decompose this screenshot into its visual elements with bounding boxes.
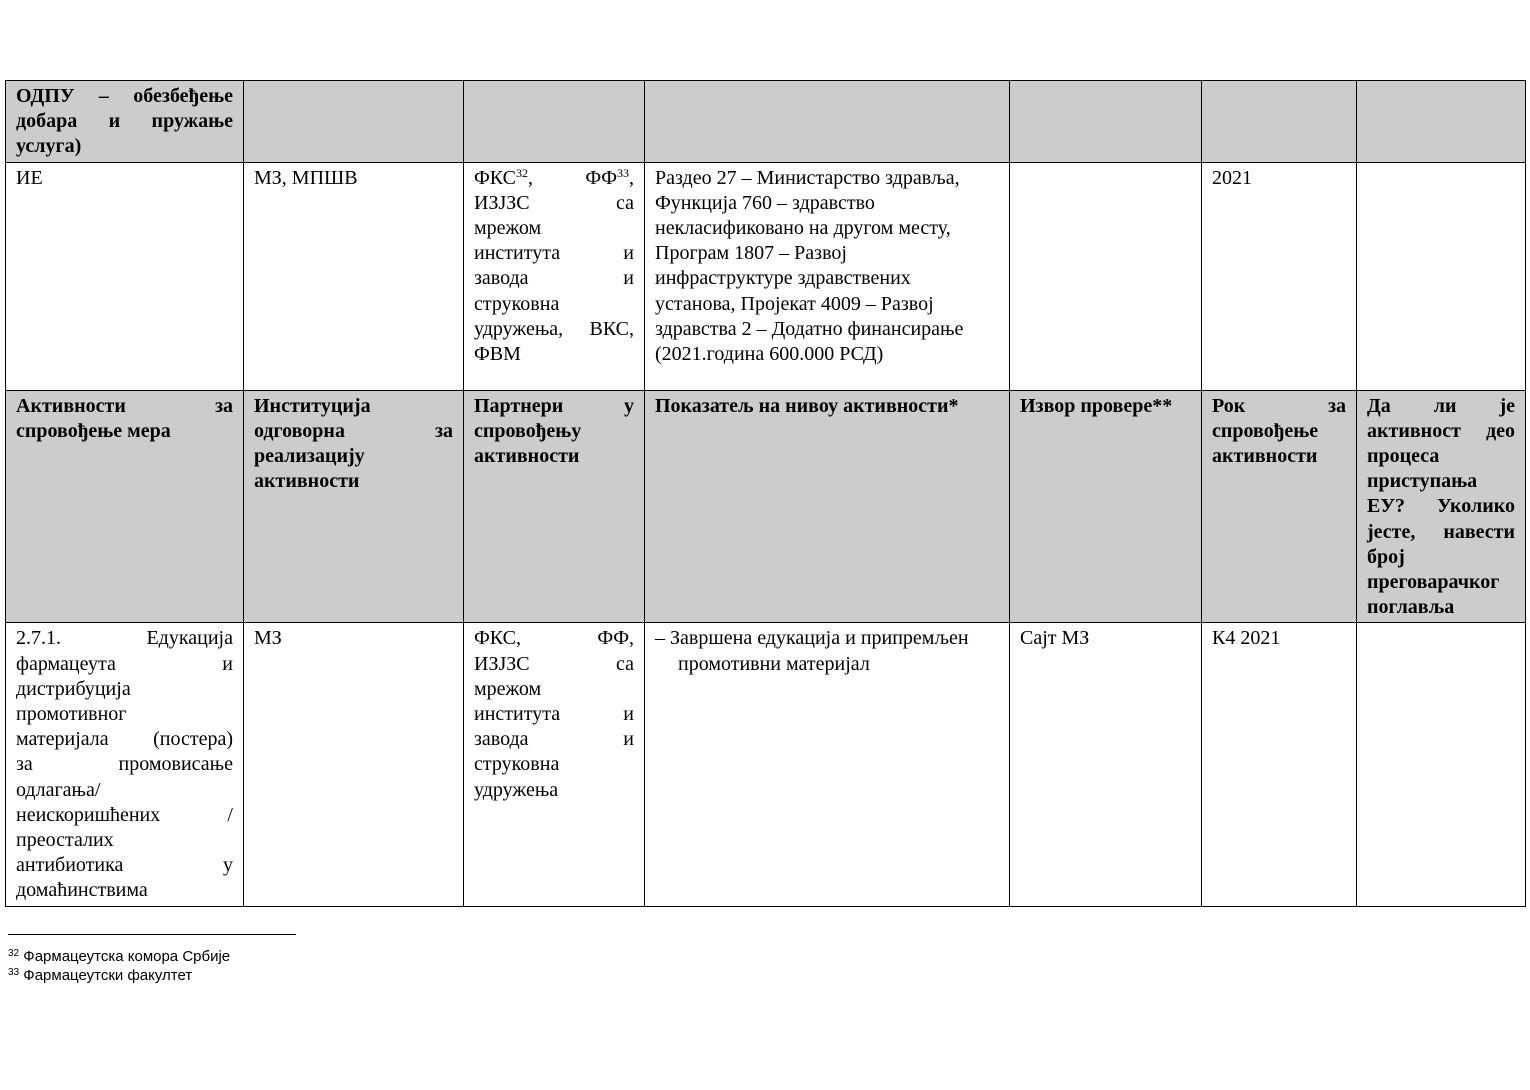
footnote-number: 32 — [8, 948, 20, 959]
cell-ie-funding — [645, 162, 1010, 390]
cell-line: Институција — [254, 394, 371, 417]
action-plan-table — [5, 80, 1526, 907]
cell-line: ОДПУ – обезбеђење — [16, 85, 233, 107]
cell-271-eu — [1357, 623, 1526, 906]
table-row-ie — [6, 162, 1526, 390]
cell-line: јесте, навести — [1367, 520, 1515, 543]
cell-line: мрежом — [474, 217, 542, 240]
cell-271-deadline: К4 2021 — [1202, 623, 1357, 906]
cell-line: процеса — [1367, 445, 1440, 468]
cell-line: Програм 1807 – Развој — [655, 242, 847, 265]
cell-line: ЕУ? Уколико — [1367, 495, 1515, 518]
table-header-row — [6, 390, 1526, 623]
cell-line: завода и — [474, 728, 634, 751]
cell-271-institution: МЗ — [244, 623, 464, 906]
cell-271-activity — [6, 623, 244, 906]
cell-line: инфраструктуре здравствених — [655, 267, 911, 290]
cell-empty — [1357, 81, 1526, 163]
footnotes — [8, 934, 296, 985]
cell-line: промотивног — [16, 703, 127, 726]
cell-line: Да ли је — [1367, 394, 1515, 417]
cell-empty — [645, 81, 1010, 163]
cell-line: Активности за — [16, 394, 233, 417]
cell-line: удружења — [474, 778, 559, 801]
cell-line: ФВМ — [474, 343, 521, 366]
cell-line: спровођењу — [474, 419, 582, 442]
cell-line: 2.7.1. Едукација — [16, 627, 233, 650]
cell-line: приступања — [1367, 470, 1478, 493]
cell-ie-institution: МЗ, МПШВ — [244, 162, 464, 390]
cell-ie-measure: ИЕ — [6, 162, 244, 390]
cell-ie-eu — [1357, 162, 1526, 390]
cell-line: завода и — [474, 267, 634, 290]
cell-line: некласификовано на другом месту, — [655, 217, 951, 240]
cell-line: Функција 760 – здравство — [655, 191, 875, 214]
cell-line: установа, Пројекат 4009 – Развој — [655, 292, 934, 315]
cell-line: мрежом — [474, 677, 542, 700]
cell-line: института и — [474, 703, 634, 726]
table-row-odpu — [6, 81, 1526, 163]
header-partners — [464, 390, 645, 623]
cell-line: института и — [474, 242, 634, 265]
cell-line: Раздео 27 – Министарство здравља, — [655, 166, 960, 189]
cell-ie-deadline: 2021 — [1202, 162, 1357, 390]
cell-line: неискоришћених / — [16, 803, 233, 826]
footnote-33 — [8, 966, 296, 985]
cell-line: фармацеута и — [16, 652, 233, 675]
cell-line: Рок за — [1212, 394, 1346, 417]
cell-line: удружења, ВКС, — [474, 317, 634, 340]
cell-line: преосталих — [16, 829, 114, 852]
cell-line: реализацију — [254, 445, 365, 468]
header-deadline — [1202, 390, 1357, 623]
footnote-number: 33 — [8, 967, 20, 978]
footnote-text: Фармацеутски факултет — [23, 967, 193, 984]
header-indicator: Показатељ на нивоу активности* — [645, 390, 1010, 623]
cell-line: материјала (постера) — [16, 728, 233, 751]
header-institution — [244, 390, 464, 623]
cell-line: здравства 2 – Додатно финансирање — [655, 317, 964, 340]
cell-line: активности — [254, 470, 360, 493]
cell-line: ИЗЈЗС са — [474, 191, 634, 214]
header-eu — [1357, 390, 1526, 623]
footnote-32 — [8, 947, 296, 966]
cell-line: ФКС$^{32}$, ФФ$^{33}$, — [474, 165, 634, 189]
cell-line: ФКС, ФФ, — [474, 627, 634, 650]
header-source: Извор провере** — [1010, 390, 1202, 623]
cell-271-partners — [464, 623, 645, 906]
cell-line: ИЗЈЗС са — [474, 652, 634, 675]
cell-ie-source — [1010, 162, 1202, 390]
cell-line: добара и пружање — [16, 110, 233, 133]
cell-line: струковна — [474, 753, 560, 776]
cell-empty — [1010, 81, 1202, 163]
cell-ie-partners — [464, 162, 645, 390]
cell-line: поглавља — [1367, 596, 1455, 619]
cell-line: струковна — [474, 292, 560, 315]
footnote-text: Фармацеутска комора Србије — [23, 948, 231, 965]
cell-line: (2021.година 600.000 РСД) — [655, 343, 884, 366]
footnote-ref: 33 — [617, 165, 629, 180]
cell-empty — [464, 81, 645, 163]
cell-empty — [1202, 81, 1357, 163]
cell-line: активности — [1212, 445, 1318, 468]
cell-line: за промовисање — [16, 753, 233, 776]
cell-line: Партнери у — [474, 394, 634, 417]
footnote-ref: 32 — [515, 165, 528, 180]
header-activities — [6, 390, 244, 623]
cell-odpu-measure — [6, 81, 244, 163]
cell-line: одговорна за — [254, 419, 453, 442]
cell-line: антибиотика у — [16, 854, 233, 877]
cell-line: дистрибуција — [16, 677, 131, 700]
cell-line: спровођење мера — [16, 419, 171, 442]
cell-line: услуга) — [16, 135, 82, 158]
cell-line: домаћинствима — [16, 879, 148, 902]
cell-271-indicator — [645, 623, 1010, 906]
cell-empty — [244, 81, 464, 163]
cell-line: одлагања/ — [16, 778, 101, 801]
table-row-2-7-1 — [6, 623, 1526, 906]
cell-line: преговарачког — [1367, 571, 1500, 594]
indicator-item: – Завршена едукација и припремљен промотивни материјал — [655, 627, 969, 675]
cell-line: активност део — [1367, 419, 1515, 442]
cell-line: број — [1367, 545, 1405, 568]
footnote-separator — [8, 934, 296, 935]
cell-line: спровођење — [1212, 419, 1319, 442]
cell-line: активности — [474, 445, 580, 468]
cell-271-source: Сајт МЗ — [1010, 623, 1202, 906]
